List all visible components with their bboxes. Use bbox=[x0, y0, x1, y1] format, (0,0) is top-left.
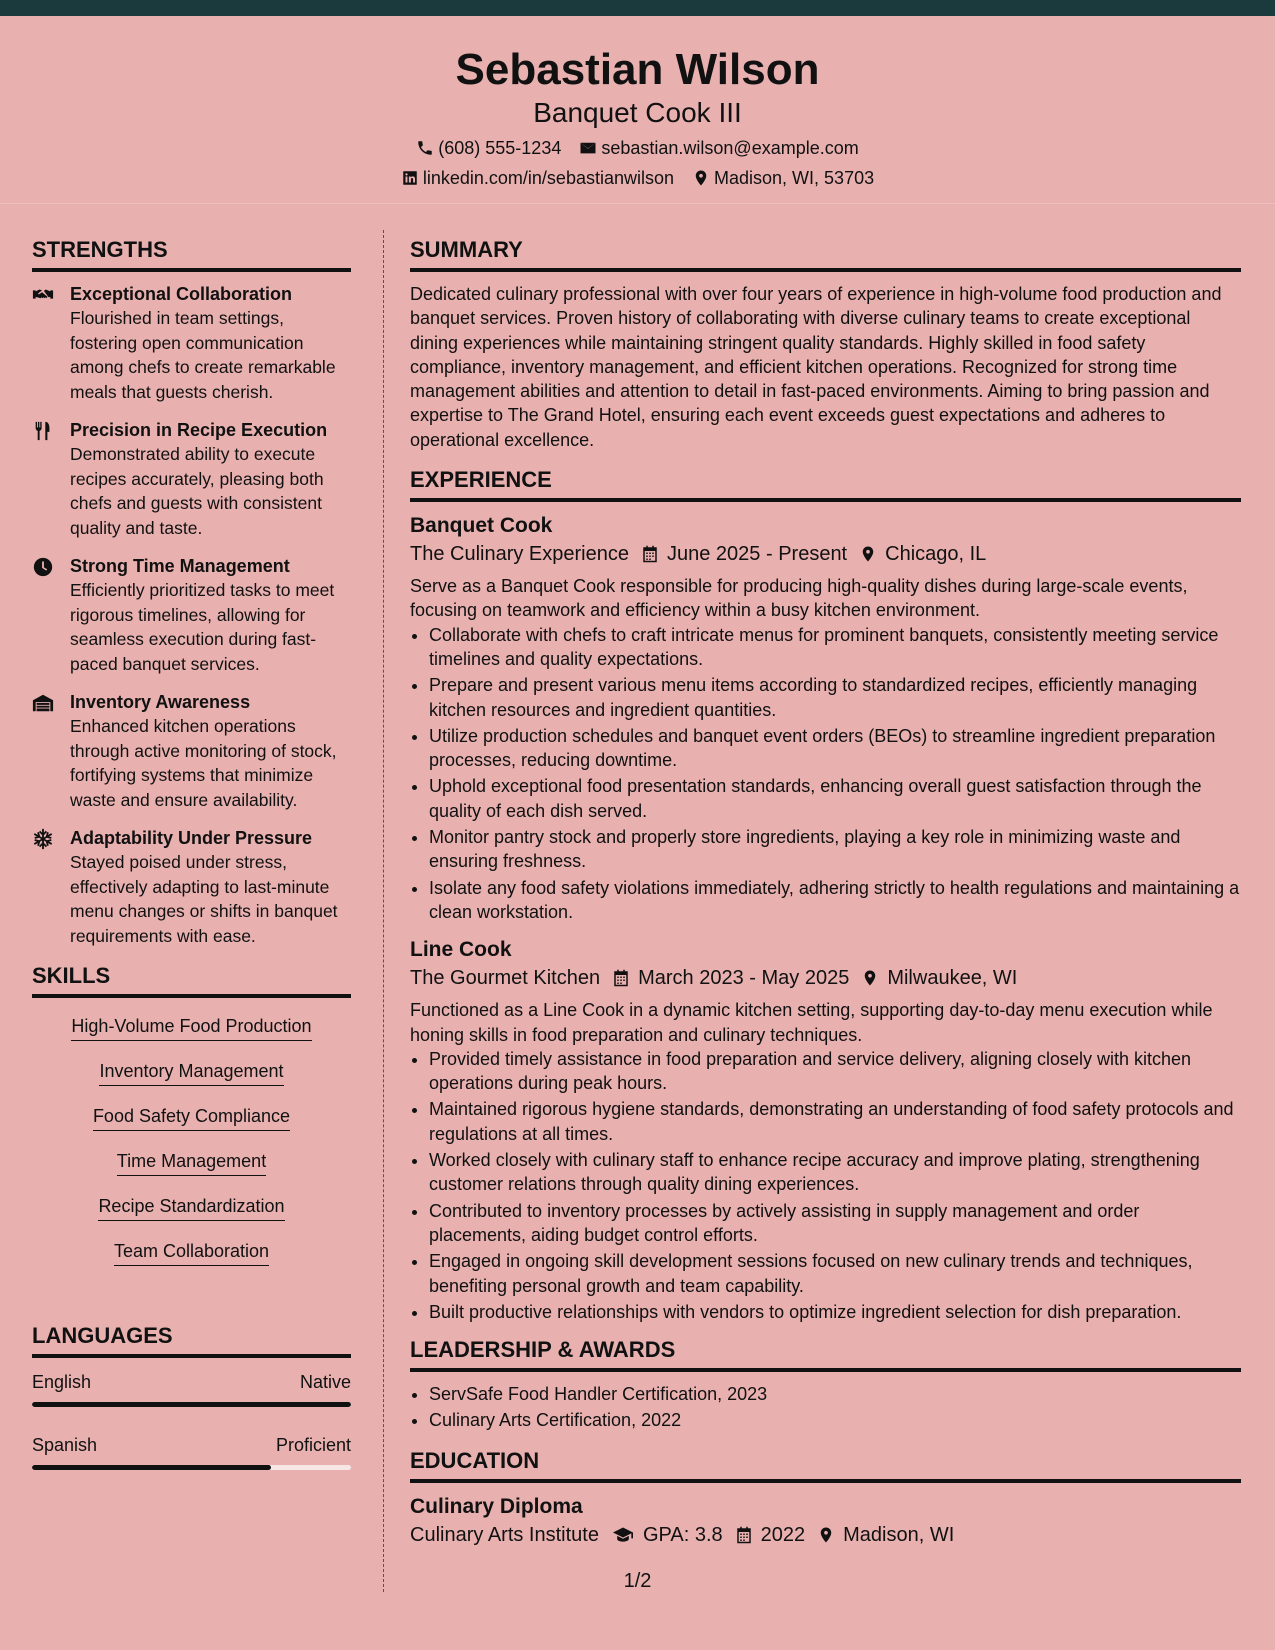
phone-text: (608) 555-1234 bbox=[438, 138, 562, 158]
linkedin-text: linkedin.com/in/sebastianwilson bbox=[422, 168, 675, 188]
column-divider bbox=[383, 230, 384, 1592]
strength-item bbox=[32, 826, 351, 948]
education-location: Madison, WI bbox=[843, 1523, 955, 1546]
warehouse-icon bbox=[32, 692, 54, 714]
job-meta bbox=[410, 964, 1241, 992]
contact-row-2 bbox=[0, 166, 1275, 190]
clock-icon bbox=[32, 556, 54, 578]
right-column bbox=[410, 236, 1241, 1555]
candidate-name: Sebastian Wilson bbox=[455, 45, 820, 94]
skill-tag: High-Volume Food Production bbox=[71, 1014, 311, 1041]
job-dates: March 2023 - May 2025 bbox=[638, 967, 850, 990]
strength-title: Adaptability Under Pressure bbox=[70, 828, 313, 848]
page-number: 1/2 bbox=[623, 1570, 652, 1592]
language-name: Spanish bbox=[32, 1435, 98, 1455]
language-item bbox=[32, 1370, 351, 1407]
skill-tag: Food Safety Compliance bbox=[93, 1104, 290, 1131]
experience-heading: EXPERIENCE bbox=[410, 466, 1241, 502]
language-level: Native bbox=[299, 1372, 351, 1392]
list-item: • Contributed to inventory processes by actively assisting in supply management and order placements, aiding budget control efforts. bbox=[429, 1199, 1241, 1248]
strength-item bbox=[32, 554, 351, 676]
email-text: sebastian.wilson@example.com bbox=[601, 138, 859, 158]
languages-heading: LANGUAGES bbox=[32, 1322, 351, 1358]
skill-tag: Inventory Management bbox=[99, 1059, 283, 1086]
handshake-icon bbox=[32, 284, 54, 306]
job-desc: Functioned as a Line Cook in a dynamic kitchen setting, supporting day-to-day menu execution while honing skills in food preparation and culinary techniques. bbox=[410, 1000, 1213, 1045]
strength-desc: Stayed poised under stress, effectively adapting to last-minute menu changes or shifts in banquet requirements with ease. bbox=[70, 852, 338, 946]
strength-title: Precision in Recipe Execution bbox=[70, 420, 328, 440]
summary-text: Dedicated culinary professional with over four years of experience in high-volume food production and banquet services. Proven history of collaborating with diverse culinary teams to create exceptional dining experiences while maintaining stringent quality standards. Highly skilled in food safety compliance, inventory management, and efficient kitchen operations. Recognized for strong time management abilities and attention to detail in fast-paced environments. Aiming to bring passion and expertise to The Grand Hotel, ensuring each event exceeds guest expectations and adheres to operational excellence. bbox=[410, 284, 1222, 450]
utensils-icon bbox=[32, 420, 54, 442]
left-column bbox=[32, 236, 351, 1496]
map-pin-icon bbox=[861, 968, 879, 988]
language-bar-fill bbox=[32, 1465, 271, 1470]
list-item: • Provided timely assistance in food preparation and service delivery, aligning closely with kitchen operations during peak hours. bbox=[429, 1047, 1241, 1096]
strength-desc: Efficiently prioritized tasks to meet rigorous timelines, allowing for seamless execution during fast-paced banquet services. bbox=[70, 580, 335, 674]
phone-item[interactable] bbox=[416, 136, 561, 160]
calendar-icon bbox=[612, 968, 630, 988]
list-item: • Utilize production schedules and banquet event orders (BEOs) to streamline ingredient preparation processes, reducing downtime. bbox=[429, 724, 1241, 773]
skill-tag: Recipe Standardization bbox=[98, 1194, 284, 1221]
list-item: • Built productive relationships with vendors to optimize ingredient selection for dish preparation. bbox=[429, 1300, 1241, 1324]
strength-item bbox=[32, 282, 351, 404]
education-heading: EDUCATION bbox=[410, 1447, 1241, 1483]
job-bullets bbox=[429, 623, 1241, 925]
candidate-title: Banquet Cook III bbox=[533, 97, 742, 128]
list-item: • Prepare and present various menu items according to standardized recipes, efficiently managing kitchen resources and ingredient quantities. bbox=[429, 673, 1241, 722]
strength-desc: Flourished in team settings, fostering open communication among chefs to create remarkable meals that guests cherish. bbox=[70, 308, 336, 402]
education-gpa: GPA: 3.8 bbox=[642, 1523, 723, 1546]
list-item: • Maintained rigorous hygiene standards, demonstrating an understanding of food safety protocols and regulations at all times. bbox=[429, 1097, 1241, 1146]
summary-heading: SUMMARY bbox=[410, 236, 1241, 272]
calendar-icon bbox=[735, 1525, 753, 1545]
language-name: English bbox=[32, 1372, 92, 1392]
strength-title: Strong Time Management bbox=[70, 556, 290, 576]
strength-title: Exceptional Collaboration bbox=[70, 284, 293, 304]
list-item: • Culinary Arts Certification, 2022 bbox=[429, 1408, 1241, 1432]
education-meta bbox=[410, 1521, 1241, 1549]
list-item: • Monitor pantry stock and properly store ingredients, playing a key role in minimizing waste and ensuring freshness. bbox=[429, 825, 1241, 874]
job-dates: June 2025 - Present bbox=[667, 543, 848, 566]
top-bar bbox=[0, 0, 1275, 16]
linkedin-item[interactable] bbox=[401, 166, 674, 190]
strength-desc: Demonstrated ability to execute recipes accurately, pleasing both chefs and guests with consistent quality and taste. bbox=[70, 444, 324, 538]
job-role: Line Cook bbox=[410, 938, 512, 962]
job-role: Banquet Cook bbox=[410, 514, 553, 538]
list-item: • ServSafe Food Handler Certification, 2023 bbox=[429, 1382, 1241, 1406]
map-pin-icon bbox=[817, 1525, 835, 1545]
awards-list bbox=[429, 1382, 1241, 1433]
strength-item bbox=[32, 690, 351, 812]
job-location: Milwaukee, WI bbox=[887, 967, 1018, 990]
job-desc: Serve as a Banquet Cook responsible for producing high-quality dishes during large-scale events, focusing on teamwork and efficiency within a busy kitchen environment. bbox=[410, 576, 1188, 621]
language-bar-fill bbox=[32, 1402, 351, 1407]
education-school: Culinary Arts Institute bbox=[410, 1523, 599, 1546]
skills-heading: SKILLS bbox=[32, 962, 351, 998]
list-item: • Worked closely with culinary staff to enhance recipe accuracy and improve plating, strengthening customer relations through quality dining experiences. bbox=[429, 1148, 1241, 1197]
resume-header bbox=[0, 16, 1275, 204]
strength-title: Inventory Awareness bbox=[70, 692, 251, 712]
strength-item bbox=[32, 418, 351, 540]
job-company: The Gourmet Kitchen bbox=[410, 967, 601, 990]
location-text: Madison, WI, 53703 bbox=[714, 168, 875, 188]
contact-row-1 bbox=[0, 136, 1275, 160]
job-meta bbox=[410, 540, 1241, 568]
language-bar bbox=[32, 1402, 351, 1407]
job-entry bbox=[410, 936, 1241, 1324]
skills-list bbox=[32, 1008, 351, 1278]
education-degree: Culinary Diploma bbox=[410, 1494, 583, 1518]
language-item bbox=[32, 1433, 351, 1470]
list-item: • Uphold exceptional food presentation standards, enhancing overall guest satisfaction through the quality of each dish served. bbox=[429, 774, 1241, 823]
strengths-heading: STRENGTHS bbox=[32, 236, 351, 272]
snowflake-icon bbox=[32, 828, 54, 850]
envelope-icon bbox=[579, 139, 597, 157]
awards-heading: LEADERSHIP & AWARDS bbox=[410, 1336, 1241, 1372]
skill-tag: Team Collaboration bbox=[114, 1239, 269, 1266]
map-pin-icon bbox=[859, 544, 877, 564]
job-company: The Culinary Experience bbox=[410, 543, 629, 566]
list-item: • Collaborate with chefs to craft intricate menus for prominent banquets, consistently meeting service timelines and quality expectations. bbox=[429, 623, 1241, 672]
skill-tag: Time Management bbox=[117, 1149, 266, 1176]
education-year: 2022 bbox=[760, 1523, 806, 1546]
calendar-icon bbox=[641, 544, 659, 564]
job-location: Chicago, IL bbox=[885, 543, 987, 566]
list-item: • Engaged in ongoing skill development sessions focused on new culinary trends and techniques, benefiting personal growth and team capability. bbox=[429, 1249, 1241, 1298]
job-bullets bbox=[429, 1047, 1241, 1324]
email-item[interactable] bbox=[579, 136, 858, 160]
language-level: Proficient bbox=[275, 1435, 351, 1455]
job-entry bbox=[410, 512, 1241, 924]
map-pin-icon bbox=[692, 169, 710, 187]
list-item: • Isolate any food safety violations immediately, adhering strictly to health regulations and maintaining a clean workstation. bbox=[429, 876, 1241, 925]
linkedin-icon bbox=[401, 169, 419, 187]
strength-desc: Enhanced kitchen operations through active monitoring of stock, fortifying systems that minimize waste and ensure availability. bbox=[70, 716, 337, 810]
phone-icon bbox=[416, 139, 434, 157]
language-bar bbox=[32, 1465, 351, 1470]
location-item bbox=[692, 166, 874, 190]
graduation-cap-icon bbox=[611, 1525, 635, 1545]
